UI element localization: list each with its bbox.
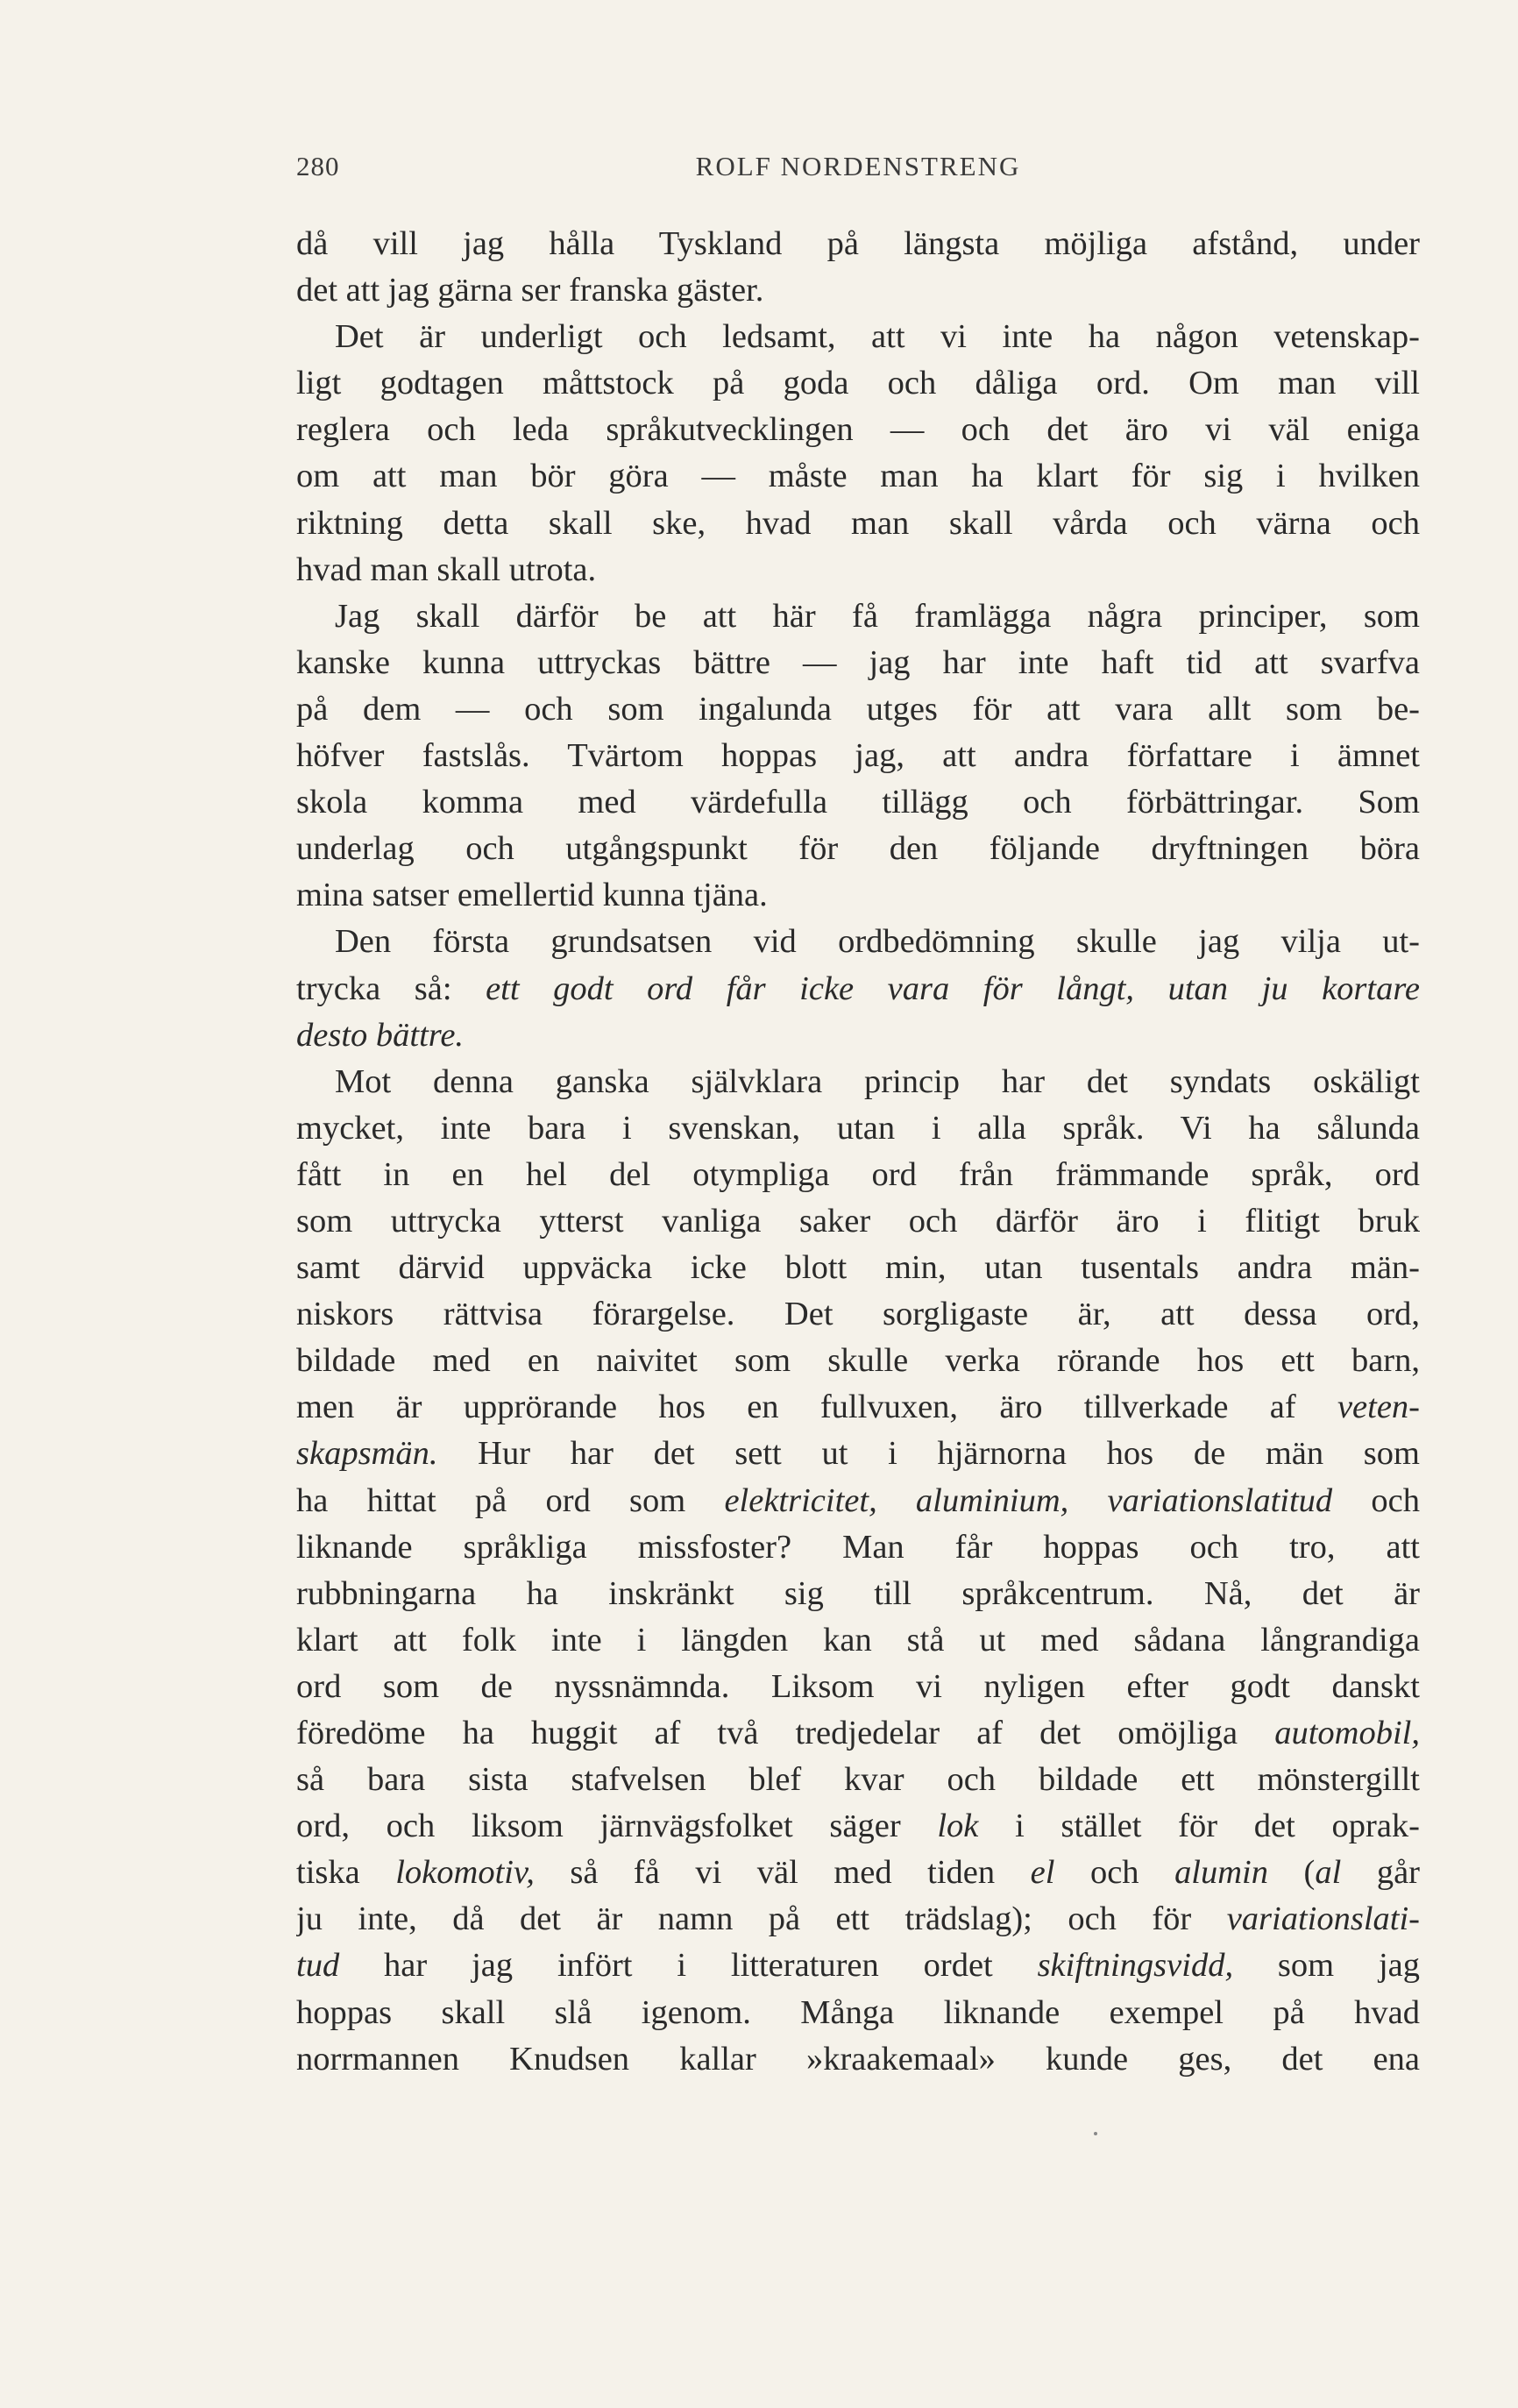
text-line	[296, 1291, 1420, 1338]
italic-term: elektricitet, aluminium, variationslatitud	[724, 1481, 1333, 1519]
text-segment: som jag	[1233, 1947, 1420, 1985]
text-line	[296, 1571, 1420, 1617]
text-segment: ha hittat på ord som	[296, 1481, 725, 1519]
text-segment: på dem — och som ingalunda utges för att vara allt som be-	[296, 690, 1420, 728]
running-head: ROLF NORDENSTRENG	[695, 151, 1021, 181]
text-line	[296, 1338, 1420, 1384]
text-segment: mycket, inte bara i svenskan, utan i alla språk. Vi ha sålunda	[296, 1109, 1420, 1147]
text-segment: fått in en hel del otympliga ord från främmande språk, ord	[296, 1155, 1420, 1193]
page-number: 280	[296, 151, 340, 181]
text-segment: ord som de nyssnämnda. Liksom vi nyligen efter godt danskt	[296, 1667, 1420, 1705]
text-segment: så få vi väl med tiden	[534, 1854, 1031, 1892]
italic-term: veten-	[1337, 1389, 1420, 1426]
text-line	[296, 314, 1420, 360]
text-line	[296, 779, 1420, 826]
italic-term: el	[1030, 1854, 1055, 1892]
text-line	[296, 1384, 1420, 1431]
text-segment: men är upprörande hos en fullvuxen, äro tillverkade af	[296, 1389, 1337, 1426]
italic-term: al	[1315, 1854, 1342, 1892]
text-line	[296, 826, 1420, 872]
text-segment: så bara sista stafvelsen blef kvar och bildade ett mönstergillt	[296, 1761, 1420, 1799]
text-segment: i stället för det oprak-	[978, 1808, 1420, 1845]
text-segment: reglera och leda språkutvecklingen — och det äro vi väl eniga	[296, 411, 1420, 449]
text-segment: om att man bör göra — måste man ha klart för sig i hvilken	[296, 458, 1420, 495]
text-line	[296, 1059, 1420, 1105]
text-segment: klart att folk inte i längden kan stå ut med sådana långrandiga	[296, 1621, 1420, 1659]
text-segment: tiska	[296, 1854, 396, 1892]
text-segment: niskors rättvisa förargelse. Det sorgligaste är, att dessa ord,	[296, 1296, 1420, 1333]
text-segment: underlag och utgångspunkt för den följande dryftningen böra	[296, 830, 1420, 868]
text-line	[296, 1943, 1420, 1989]
text-line	[296, 1710, 1420, 1757]
text-line	[296, 1757, 1420, 1803]
text-line	[296, 1617, 1420, 1664]
italic-term: lokomotiv,	[395, 1854, 535, 1892]
text-line	[296, 267, 1420, 314]
italic-term: skiftningsvidd,	[1037, 1947, 1234, 1985]
text-segment: riktning detta skall ske, hvad man skall vårda och värna och	[296, 504, 1420, 542]
text-segment: rubbningarna ha inskränkt sig till språkcentrum. Nå, det är	[296, 1574, 1420, 1612]
text-line	[296, 872, 1420, 919]
text-segment: skola komma med värdefulla tillägg och förbättringar. Som	[296, 784, 1420, 821]
text-line	[296, 1664, 1420, 1710]
text-line	[296, 1803, 1420, 1850]
text-segment: kanske kunna uttryckas bättre — jag har inte haft tid att svarfva	[296, 643, 1420, 681]
italic-term: lok	[937, 1808, 979, 1845]
text-line	[296, 1152, 1420, 1198]
text-segment: Mot denna ganska självklara princip har det syndats oskäligt	[335, 1062, 1420, 1100]
text-line	[296, 2036, 1420, 2083]
text-line	[296, 1431, 1420, 1477]
page-header	[296, 151, 1420, 186]
text-segment: som uttrycka ytterst vanliga saker och därför äro i flitigt bruk	[296, 1202, 1420, 1240]
text-segment: mina satser emellertid kunna tjäna.	[296, 877, 768, 914]
italic-term: alumin	[1174, 1854, 1269, 1892]
text-segment: hvad man skall utrota.	[296, 551, 597, 588]
text-segment: trycka så:	[296, 970, 486, 1007]
text-line	[296, 1245, 1420, 1291]
italic-term: tud	[296, 1947, 340, 1985]
text-segment: Det är underligt och ledsamt, att vi inte ha någon vetenskap-	[335, 318, 1420, 356]
text-segment: har jag infört i litteraturen ordet	[339, 1947, 1038, 1985]
text-line	[296, 1524, 1420, 1571]
italic-term: skapsmän.	[296, 1435, 438, 1473]
text-line	[296, 640, 1420, 686]
text-line	[296, 966, 1420, 1012]
text-line	[296, 1478, 1420, 1524]
text-segment: liknande språkliga missfoster? Man får hoppas och tro, att	[296, 1528, 1420, 1566]
text-line	[296, 547, 1420, 593]
text-segment: det att jag gärna ser franska gäster.	[296, 272, 764, 309]
text-segment: Jag skall därför be att här få framlägga några principer, som	[335, 597, 1420, 635]
page-speck	[1094, 2132, 1097, 2135]
italic-term: automobil,	[1274, 1715, 1420, 1751]
text-segment: höfver fastslås. Tvärtom hoppas jag, att andra författare i ämnet	[296, 737, 1420, 775]
text-line	[296, 501, 1420, 547]
text-segment: då vill jag hålla Tyskland på längsta möjliga afstånd, under	[296, 225, 1420, 262]
text-segment: ligt godtagen måttstock på goda och dåliga ord. Om man vill	[296, 365, 1420, 402]
text-line	[296, 1105, 1420, 1152]
text-line	[296, 686, 1420, 733]
text-line	[296, 1198, 1420, 1245]
text-line	[296, 733, 1420, 779]
italic-term: variationslati-	[1226, 1900, 1420, 1938]
text-line	[296, 453, 1420, 500]
text-line	[296, 593, 1420, 640]
text-segment: (	[1268, 1854, 1316, 1892]
text-segment: bildade med en naivitet som skulle verka rörande hos ett barn,	[296, 1342, 1420, 1380]
text-line	[296, 919, 1420, 965]
text-line	[296, 221, 1420, 267]
body-text	[296, 221, 1420, 2083]
text-segment: hoppas skall slå igenom. Många liknande exempel på hvad	[296, 1993, 1420, 2031]
text-segment: och	[1332, 1481, 1420, 1519]
text-segment: samt därvid uppväcka icke blott min, utan tusentals andra män-	[296, 1249, 1420, 1287]
text-segment: ord, och liksom järnvägsfolket säger	[296, 1808, 938, 1845]
text-line	[296, 360, 1420, 407]
text-line	[296, 1850, 1420, 1896]
text-line	[296, 407, 1420, 453]
italic-term: desto bättre.	[296, 1016, 465, 1054]
text-segment: Den första grundsatsen vid ordbedömning skulle jag vilja ut-	[335, 923, 1420, 961]
text-segment: ju inte, då det är namn på ett trädslag); och för	[296, 1900, 1227, 1938]
text-segment: föredöme ha huggit af två tredjedelar af det omöjliga	[296, 1715, 1275, 1751]
text-line	[296, 1896, 1420, 1943]
text-line	[296, 1990, 1420, 2036]
text-segment: norrmannen Knudsen kallar »kraakemaal» kunde ges, det ena	[296, 2040, 1420, 2078]
text-segment: går	[1341, 1854, 1420, 1892]
text-segment: och	[1054, 1854, 1175, 1892]
italic-term: ett godt ord får icke vara för långt, utan ju kortare	[486, 970, 1420, 1007]
text-segment: Hur har det sett ut i hjärnorna hos de män som	[437, 1435, 1420, 1473]
text-line	[296, 1012, 1420, 1059]
